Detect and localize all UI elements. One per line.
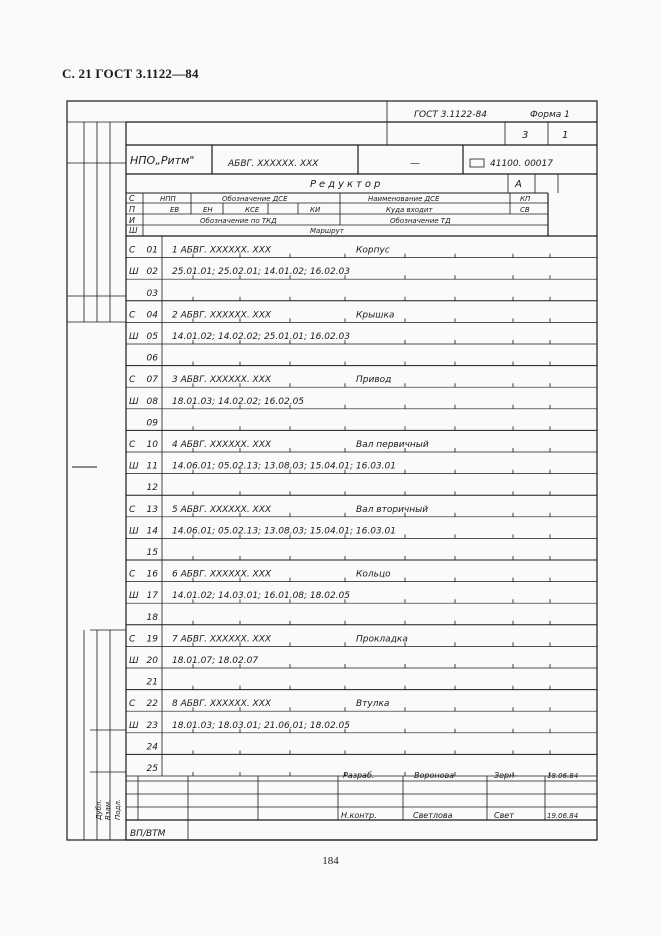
row-number: 24 <box>146 742 158 753</box>
row-marker: С <box>129 440 136 450</box>
row-name: Вал первичный <box>356 440 429 450</box>
footer-code: ВП/ВТМ <box>130 829 166 839</box>
developed-date: 18.06.84 <box>547 772 579 780</box>
header-en: ЕН <box>203 206 213 214</box>
header-ki: КИ <box>310 206 321 214</box>
row-marker: С <box>129 504 136 515</box>
header-marker-p: П <box>129 205 136 214</box>
side-label-vzam: Взам. <box>104 799 112 820</box>
header-td: Обозначение ТД <box>390 217 451 225</box>
row-number: 09 <box>146 418 158 429</box>
developer-signature: Зерн- <box>494 771 518 780</box>
header-marker-i: И <box>129 216 135 225</box>
row-number: 22 <box>146 699 158 710</box>
row-content: 14.01.02; 14.02.02; 25.01.01; 16.02.03 <box>172 332 350 342</box>
row-number: 12 <box>146 483 158 494</box>
row-name: Кольцо <box>356 569 391 580</box>
row-marker: С <box>129 634 136 645</box>
header-kp: КП <box>520 195 531 203</box>
row-content: 18.01.03; 14.02.02; 16.02.05 <box>172 396 305 407</box>
row-number: 19 <box>146 634 158 645</box>
row-name: Вал вторичный <box>356 504 429 515</box>
sheet-number: 1 <box>562 130 569 141</box>
norm-control-date: 19.06.84 <box>547 812 579 820</box>
row-marker: Ш <box>129 267 139 278</box>
row-marker: С <box>129 375 136 386</box>
row-content: 1 АБВГ. XXXXXX. XXX <box>172 245 272 256</box>
row-content: 14.06.01; 05.02.13; 13.08.03; 15.04.01; 16.03.01 <box>172 526 396 537</box>
developer-name: Воронова <box>414 771 455 780</box>
header-ev: ЕВ <box>170 206 180 214</box>
row-name: Корпус <box>356 245 390 256</box>
row-content: 3 АБВГ. XXXXXX. XXX <box>172 375 272 386</box>
row-number: 06 <box>146 353 158 364</box>
row-marker: С <box>129 310 136 321</box>
header-marker-c: С <box>129 194 135 203</box>
header-tkd: Обозначение по ТКД <box>200 217 277 225</box>
page-number: 184 <box>322 855 339 867</box>
header-marker-sh: Ш <box>129 226 138 235</box>
row-number: 18 <box>146 612 158 623</box>
letter: А <box>515 179 522 190</box>
row-marker: Ш <box>129 526 139 537</box>
developed-label: Разраб. <box>343 771 375 780</box>
row-marker: С <box>129 245 136 256</box>
row-number: 17 <box>146 591 158 602</box>
row-content: 25.01.01; 25.02.01; 14.01.02; 16.02.03 <box>172 267 350 278</box>
row-content: 18.01.07; 18.02.07 <box>172 656 259 666</box>
header-npp: НПП <box>160 195 176 203</box>
norm-controller-signature: Свет <box>494 811 514 820</box>
row-number: 03 <box>146 288 158 299</box>
row-marker: С <box>129 699 136 710</box>
row-content: 7 АБВГ. XXXXXX. XXX <box>172 634 272 645</box>
row-marker: Ш <box>129 591 139 602</box>
header-kse: КСЕ <box>245 206 260 214</box>
row-number: 23 <box>146 720 158 731</box>
document-code: 41100. 00017 <box>490 159 553 169</box>
page-header: С. 21 ГОСТ 3.1122—84 <box>62 66 199 81</box>
row-marker: Ш <box>129 461 139 472</box>
product-name: Редуктор <box>310 179 384 190</box>
row-number: 14 <box>146 526 158 537</box>
row-number: 02 <box>146 267 158 278</box>
organization: НПО„Ритм" <box>130 154 195 167</box>
header-dse: Обозначение ДСЕ <box>222 195 288 203</box>
norm-controller-name: Светлова <box>413 811 453 820</box>
header-sv: СВ <box>520 206 530 214</box>
row-number: 04 <box>146 310 158 321</box>
row-content: 5 АБВГ. XXXXXX. XXX <box>172 504 272 515</box>
row-content: 8 АБВГ. XXXXXX. XXX <box>172 699 272 710</box>
row-number: 08 <box>146 396 158 407</box>
row-number: 10 <box>146 440 158 450</box>
row-content: 6 АБВГ. XXXXXX. XXX <box>172 569 272 580</box>
row-number: 21 <box>146 677 158 688</box>
norm-control-label: Н.контр. <box>341 811 377 820</box>
side-label-dubl: Дубл. <box>95 799 103 820</box>
side-label-podl: Подл. <box>114 798 122 820</box>
row-content: 4 АБВГ. XXXXXX. XXX <box>172 440 272 450</box>
row-number: 25 <box>146 764 158 774</box>
row-marker: Ш <box>129 332 139 342</box>
form-label: Форма 1 <box>530 110 570 120</box>
row-marker: Ш <box>129 396 139 407</box>
row-content: 14.06.01; 05.02.13; 13.08.03; 15.04.01; 16.03.01 <box>172 461 396 472</box>
standard-label: ГОСТ 3.1122-84 <box>414 110 487 120</box>
header-name: Наименование ДСЕ <box>368 195 440 203</box>
code-box <box>470 159 484 167</box>
row-content: 14.01.02; 14.03.01; 16.01.08; 18.02.05 <box>172 591 350 602</box>
row-number: 16 <box>146 569 158 580</box>
row-number: 11 <box>146 461 158 472</box>
row-number: 07 <box>146 375 158 386</box>
document-designation: АБВГ. XXXXXX. XXX <box>228 159 319 169</box>
row-marker: Ш <box>129 656 139 666</box>
row-name: Крышка <box>356 310 395 321</box>
row-number: 15 <box>146 548 158 558</box>
row-marker: С <box>129 569 136 580</box>
header-where: Куда входит <box>386 206 433 214</box>
row-number: 20 <box>146 656 158 666</box>
header-route: Маршрут <box>310 227 344 235</box>
row-content: 18.01.03; 18.03.01; 21.06.01; 18.02.05 <box>172 720 350 731</box>
row-number: 13 <box>146 504 158 515</box>
row-name: Втулка <box>356 699 390 710</box>
row-number: 01 <box>146 245 158 256</box>
row-name: Прокладка <box>356 634 408 645</box>
row-name: Привод <box>356 375 392 386</box>
row-number: 05 <box>146 332 158 342</box>
row-content: 2 АБВГ. XXXXXX. XXX <box>172 310 272 321</box>
sheets-total: 3 <box>522 130 529 141</box>
designation-dash: — <box>410 158 420 169</box>
row-marker: Ш <box>129 720 139 731</box>
